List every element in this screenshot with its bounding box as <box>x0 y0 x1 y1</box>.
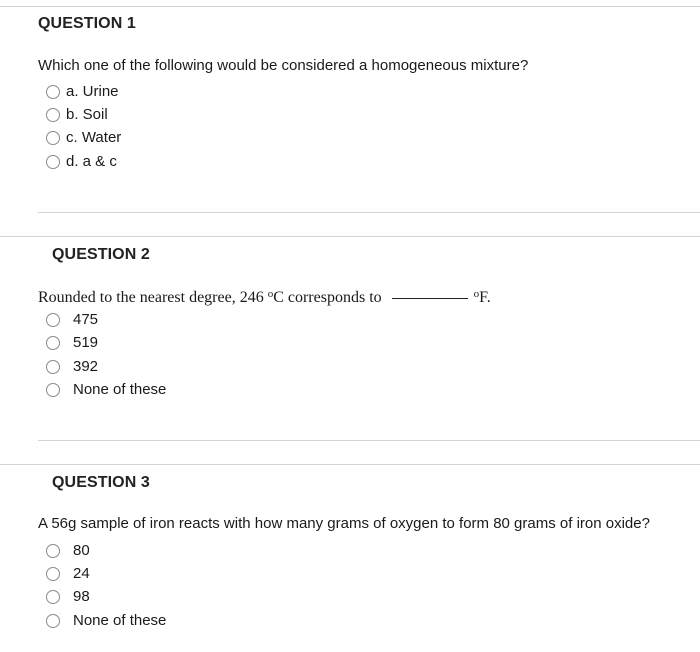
fahrenheit-degree-symbol: o <box>473 288 480 300</box>
question-3-option-3[interactable] <box>46 588 90 605</box>
question-2-option-4[interactable] <box>46 381 166 398</box>
question-2-prompt-text: Rounded to the nearest degree, 246 <box>38 289 268 306</box>
question-3-option-1[interactable] <box>46 542 90 559</box>
question-1-option-b[interactable] <box>46 106 108 123</box>
question-1-option-a-label: a. Urine <box>66 83 119 100</box>
question-2-prompt-text-2: C corresponds to <box>273 289 382 306</box>
question-3-option-2[interactable] <box>46 565 90 582</box>
question-3-option-1-label: 80 <box>73 542 90 559</box>
question-1-option-c-label: c. Water <box>66 129 122 146</box>
question-3-option-4[interactable] <box>46 612 166 629</box>
question-1-title: QUESTION 1 <box>38 15 136 32</box>
question-2-option-3[interactable] <box>46 358 98 375</box>
question-3-option-2-label: 24 <box>73 565 90 582</box>
question-2-bottom-divider <box>38 440 700 441</box>
question-2-title: QUESTION 2 <box>52 246 150 263</box>
question-1-option-c-radio[interactable] <box>46 131 60 145</box>
question-3-option-3-radio[interactable] <box>46 590 60 604</box>
question-1-bottom-divider <box>38 212 700 213</box>
question-2-option-1-radio[interactable] <box>46 313 60 327</box>
question-2-option-1-label: 475 <box>73 311 99 328</box>
question-2-prompt <box>38 288 491 307</box>
question-1-prompt: Which one of the following would be considered a homogeneous mixture? <box>38 57 529 74</box>
question-1-option-a-radio[interactable] <box>46 85 60 99</box>
question-1-option-b-radio[interactable] <box>46 108 60 122</box>
question-1-option-a[interactable] <box>46 83 119 100</box>
question-2-option-4-label: None of these <box>73 381 167 398</box>
question-1-option-d-radio[interactable] <box>46 155 60 169</box>
question-3-option-3-label: 98 <box>73 588 90 605</box>
celsius-degree-symbol: o <box>267 288 274 300</box>
question-3-prompt: A 56g sample of iron reacts with how many grams of oxygen to form 80 grams of iron oxide? <box>38 515 650 532</box>
question-2-option-2-radio[interactable] <box>46 336 60 350</box>
answer-blank <box>392 298 468 299</box>
question-1-option-b-label: b. Soil <box>66 106 108 123</box>
question-2-option-4-radio[interactable] <box>46 383 60 397</box>
question-2-option-2[interactable] <box>46 334 98 351</box>
question-2-option-3-radio[interactable] <box>46 360 60 374</box>
question-3-title: QUESTION 3 <box>52 474 150 491</box>
question-1-option-c[interactable] <box>46 129 121 146</box>
question-3-option-1-radio[interactable] <box>46 544 60 558</box>
question-3-option-4-radio[interactable] <box>46 614 60 628</box>
question-2-option-2-label: 519 <box>73 334 99 351</box>
question-2-top-divider <box>0 236 700 237</box>
question-3-top-divider <box>0 464 700 465</box>
question-1-option-d[interactable] <box>46 153 117 170</box>
question-2-option-1[interactable] <box>46 311 98 328</box>
question-2-prompt-unit: F. <box>479 289 491 306</box>
question-2-option-3-label: 392 <box>73 358 99 375</box>
question-1-top-divider <box>0 6 700 7</box>
question-1-option-d-label: d. a & c <box>66 153 117 170</box>
question-3-option-2-radio[interactable] <box>46 567 60 581</box>
question-3-option-4-label: None of these <box>73 612 167 629</box>
